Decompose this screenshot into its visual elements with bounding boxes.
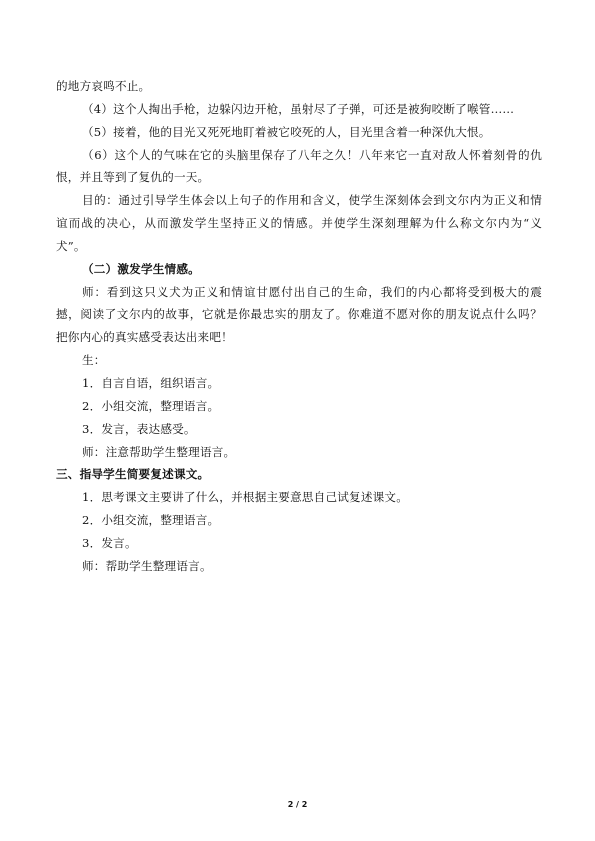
- paragraph-line: 师：帮助学生整理语言。: [82, 559, 212, 573]
- paragraph-line: 恨，并且等到了复仇的一天。: [56, 170, 210, 184]
- list-item: 2．小组交流，整理语言。: [82, 399, 220, 413]
- page-number: 2 / 2: [287, 800, 308, 809]
- paragraph-line: 把你内心的真实感受表达出来吧！: [56, 330, 233, 344]
- list-item: 3．发言，表达感受。: [82, 422, 196, 436]
- paragraph-line: （6）这个人的气味在它的头脑里保存了八年之久！八年来它一直对敌人怀着刻骨的仇: [82, 148, 542, 162]
- section-heading: （二）激发学生情感。: [82, 262, 200, 276]
- paragraph-line: 犬”。: [56, 239, 86, 253]
- paragraph-line: 撼，阅读了文尔内的故事，它就是你最忠实的朋友了。你难道不愿对你的朋友说点什么吗？: [56, 307, 542, 321]
- paragraph-line: 谊而战的决心，从而激发学生坚持正义的情感。并使学生深刻理解为什么称文尔内为“义: [56, 216, 542, 230]
- paragraph-line: 生：: [82, 353, 106, 367]
- paragraph-line: 师：注意帮助学生整理语言。: [82, 445, 236, 459]
- paragraph-line: （4）这个人掏出手枪，边躲闪边开枪，虽射尽了子弹，可还是被狗咬断了喉管……: [82, 102, 515, 116]
- list-item: 1．思考课文主要讲了什么，并根据主要意思自己试复述课文。: [82, 490, 409, 504]
- list-item: 1．自言自语，组织语言。: [82, 376, 220, 390]
- list-item: 3．发言。: [82, 536, 137, 550]
- paragraph-line: （5）接着，他的目光又死死地盯着被它咬死的人，目光里含着一种深仇大恨。: [82, 125, 491, 139]
- paragraph-line: 师：看到这只义犬为正义和情谊甘愿付出自己的生命，我们的内心都将受到极大的震: [82, 285, 542, 299]
- list-item: 2．小组交流，整理语言。: [82, 513, 220, 527]
- paragraph-line: 的地方哀鸣不止。: [56, 79, 151, 93]
- paragraph-line: 目的：通过引导学生体会以上句子的作用和含义，使学生深刻体会到文尔内为正义和情: [82, 193, 542, 207]
- section-heading: 三、指导学生简要复述课文。: [56, 467, 210, 481]
